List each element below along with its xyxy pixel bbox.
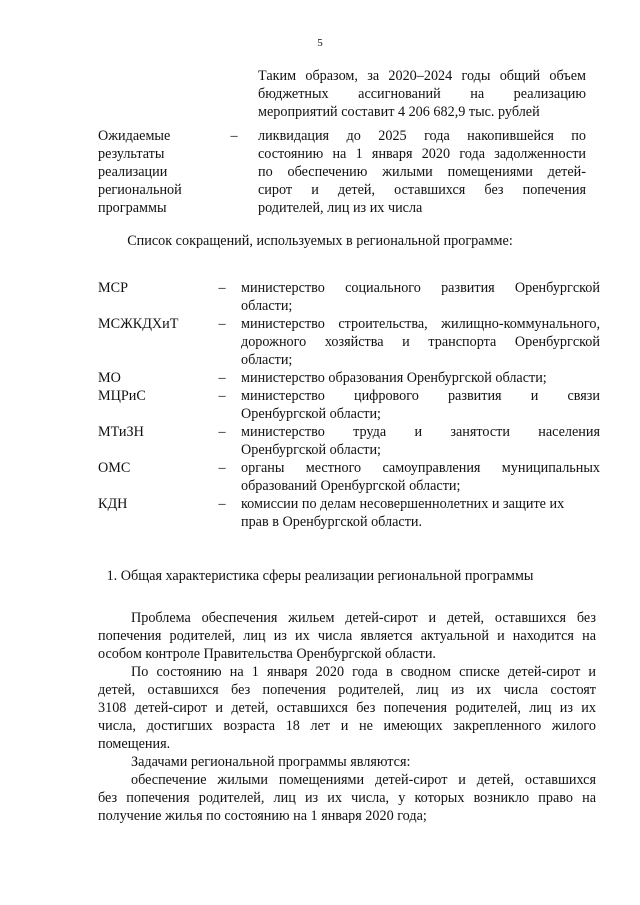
paragraph-line: По состоянию на 1 января 2020 года в сводном списке детей-сирот и (131, 664, 596, 680)
expected-line: родителей, лиц из их числа (258, 200, 423, 216)
abbreviation-item (98, 423, 600, 459)
label-line: программы (98, 200, 167, 216)
expected-dash: – (230, 128, 238, 144)
abbreviation-code: МО (98, 370, 121, 386)
abbreviation-code: МЦРиС (98, 388, 146, 404)
abbreviation-definition (241, 423, 600, 459)
expected-results-text (258, 127, 586, 217)
paragraph-line: без попечения родителей, лиц из их числа, у которых возникло право на (98, 790, 596, 806)
paragraph-line: помещения. (98, 736, 171, 752)
abbreviation-dash: – (218, 316, 226, 332)
abbreviation-code: МТиЗН (98, 424, 144, 440)
abbreviation-definition (241, 315, 600, 369)
budget-line: Таким образом, за 2020–2024 годы общий объем (258, 68, 586, 84)
abbreviation-item (98, 459, 600, 495)
abbreviation-item (98, 279, 600, 315)
abbreviation-item (98, 387, 600, 423)
paragraph-line: попечения родителей, лиц из их числа является актуальной и находится на (98, 628, 596, 644)
definition-line: Оренбургской области; (241, 442, 381, 458)
abbreviation-dash: – (218, 370, 226, 386)
definition-line: области; (241, 298, 293, 314)
expected-results-label (98, 127, 228, 217)
definition-line: органы местного самоуправления муниципальных (241, 460, 600, 476)
budget-line: бюджетных ассигнований на реализацию (258, 86, 586, 102)
abbreviation-item (98, 495, 600, 531)
abbreviation-definition (241, 369, 600, 387)
expected-line: ликвидация до 2025 года накопившейся по (258, 128, 586, 144)
abbreviation-code: КДН (98, 496, 128, 512)
paragraph-line: обеспечение жилыми помещениями детей-сирот и детей, оставшихся (131, 772, 596, 788)
abbreviation-item (98, 315, 600, 369)
paragraph (98, 771, 596, 825)
abbreviation-dash: – (218, 388, 226, 404)
abbreviation-code: МСР (98, 280, 128, 296)
paragraph-line: детей, оставшихся без попечения родителей, лиц из их числа состоят (98, 682, 596, 698)
definition-line: дорожного хозяйства и транспорта Оренбургской (241, 334, 600, 350)
abbreviation-dash: – (218, 280, 226, 296)
paragraph-line: Проблема обеспечения жильем детей-сирот и детей, оставшихся без (131, 610, 596, 626)
abbreviation-code: МСЖКДХиТ (98, 316, 179, 332)
abbreviation-dash: – (218, 424, 226, 440)
abbreviation-code: ОМС (98, 460, 131, 476)
label-line: Ожидаемые (98, 128, 171, 144)
paragraph (98, 663, 596, 753)
definition-line: области; (241, 352, 293, 368)
definition-line: министерство образования Оренбургской области; (241, 370, 547, 386)
expected-line: состоянию на 1 января 2020 года задолженности (258, 146, 586, 162)
expected-line: сирот и детей, оставшихся без попечения (258, 182, 586, 198)
definition-line: комиссии по делам несовершеннолетних и защите их (241, 496, 565, 512)
paragraph-line: Задачами региональной программы являются: (131, 754, 411, 770)
budget-line: мероприятий составит 4 206 682,9 тыс. рублей (258, 104, 540, 120)
abbreviation-dash: – (218, 496, 226, 512)
abbreviation-item (98, 369, 600, 387)
paragraph-line: получение жилья по состоянию на 1 января 2020 года; (98, 808, 427, 824)
definition-line: министерство цифрового развития и связи (241, 388, 600, 404)
abbreviation-definition (241, 387, 600, 423)
paragraph-line: числа, достигших возраста 18 лет и не имеющих закрепленного жилого (98, 718, 596, 734)
abbreviation-definition (241, 279, 600, 315)
paragraph (98, 609, 596, 663)
paragraph-line: особом контроле Правительства Оренбургской области. (98, 646, 436, 662)
abbreviation-definition (241, 495, 600, 531)
definition-line: министерство социального развития Оренбургской (241, 280, 600, 296)
budget-text (258, 67, 586, 121)
definition-line: министерство труда и занятости населения (241, 424, 600, 440)
abbreviation-definition (241, 459, 600, 495)
paragraph (98, 753, 596, 771)
label-line: региональной (98, 182, 182, 198)
label-line: реализации (98, 164, 168, 180)
abbreviation-dash: – (218, 460, 226, 476)
definition-line: министерство строительства, жилищно-коммунального, (241, 316, 600, 332)
abbreviations-title: Список сокращений, используемых в региональной программе: (127, 233, 513, 249)
paragraph-line: 3108 детей-сирот и детей, оставшихся без попечения родителей, лиц из их (98, 700, 596, 716)
page-number: 5 (317, 37, 323, 49)
definition-line: прав в Оренбургской области. (241, 514, 423, 530)
definition-line: Оренбургской области; (241, 406, 381, 422)
body-text (98, 609, 596, 825)
section-title: 1. Общая характеристика сферы реализации региональной программы (106, 568, 534, 584)
definition-line: образований Оренбургской области; (241, 478, 461, 494)
abbreviations-list (98, 279, 600, 531)
expected-line: по обеспечению жилыми помещениями детей- (258, 164, 586, 180)
label-line: результаты (98, 146, 165, 162)
